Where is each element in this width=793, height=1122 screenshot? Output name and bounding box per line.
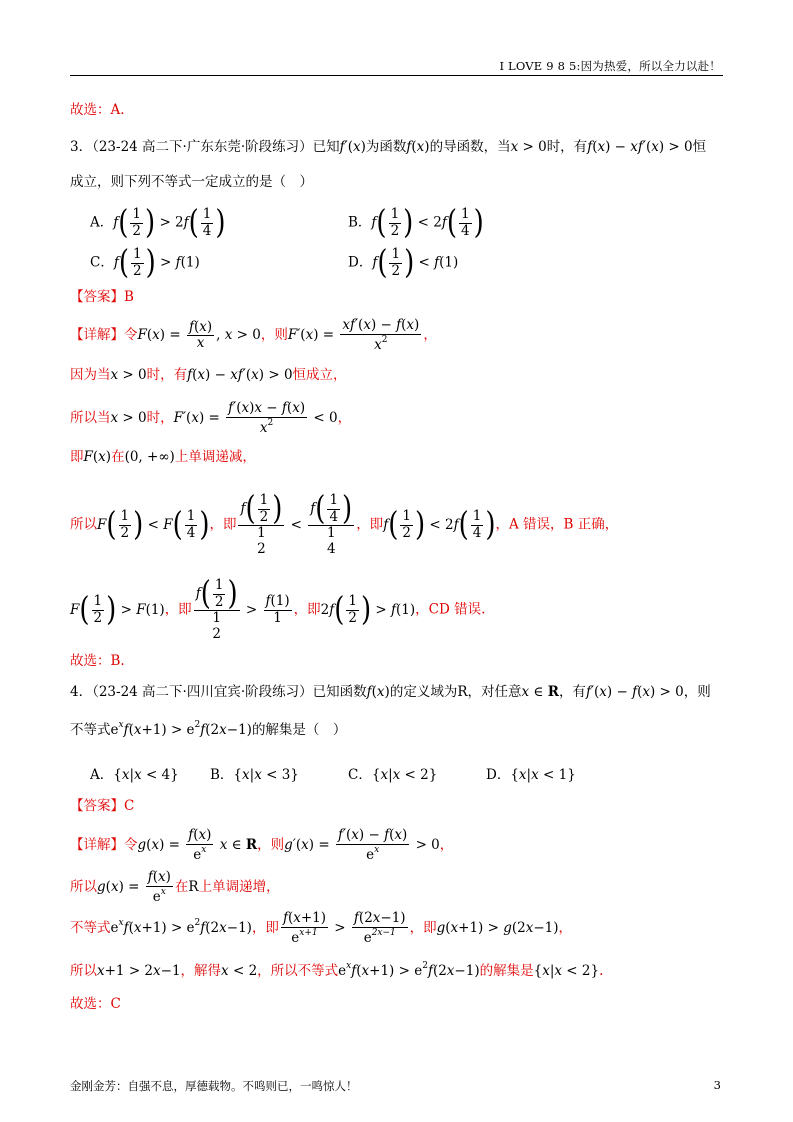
prev-answer: 故选：A. (70, 102, 125, 118)
q3-option-a: A．f( $\frac{1}{2}$ ) > 2f( $\frac{1}{4}$ ) (90, 204, 226, 242)
q3-answer: 【答案】B (70, 289, 134, 305)
q4-option-b: B．{x|x < 3} (210, 767, 299, 783)
q4-option-d: D．{x|x < 1} (486, 767, 576, 783)
q4-stem-line1: 4．（23-24 高二下·四川宜宾·阶段练习）已知函数f(x)的定义域为R，对任意x ∈ R，有f′(x) − f(x) > 0，则 (70, 684, 711, 700)
q4-option-c: C．{x|x < 2} (348, 767, 438, 783)
q3-final: 故选：B. (70, 653, 125, 669)
q3-detail-2: 因为当x > 0时，有f(x) − xf′(x) > 0恒成立， (70, 367, 347, 383)
page-header: I LOVE 9 8 5:因为热爱，所以全力以赴！ (499, 59, 721, 73)
page-footer: 金刚金芳：自强不息，厚德载物。不鸣则已，一鸣惊人！ (70, 1079, 358, 1093)
q4-option-a: A．{x|x < 4} (90, 767, 179, 783)
header-rule (70, 75, 723, 76)
page-number: 3 (713, 1078, 721, 1092)
q3-stem-line2: 成立，则下列不等式一定成立的是（ ） (70, 174, 313, 190)
q3-detail-5: 所以F( $\frac{1}{2}$ ) < F( $\frac{1}{4}$ )，即 f( $\frac{1}{2}$ ) 1 2 < f( $\frac{1}{4}$ ) 1 4 ，即f( $\frac{1}{2}$ ) < 2f( $\frac{1}{4}$ )，A 错误，B 正确， (70, 490, 619, 557)
q3-option-c: C．f( $\frac{1}{2}$ ) > f(1) (90, 244, 200, 282)
q3-detail-1: 【详解】令F(x) = $\frac{f(x)}{x}$ , x > 0，则F′(x) = $\frac{xf'(x) - f(x)}{x^2}$ ， (70, 317, 437, 353)
q4-detail-1: 【详解】令g(x) = $\frac{f(x)}{e^x}$ x ∈ R，则g′(x) = $\frac{f'(x) - f(x)}{e^x}$ > 0， (70, 827, 454, 863)
q4-stem-line2: 不等式$e^xf(x+1) > e^2f(2x-1)$的解集是（ ） (70, 720, 347, 738)
q3-detail-4: 即F(x)在(0, +∞)上单调递减， (70, 449, 256, 465)
q3-detail-3: 所以当x > 0时，F′(x) = $\frac{f'(x)x - f(x)}{x^2}$ < 0， (70, 400, 352, 436)
q4-detail-2: 所以g(x) = $\frac{f(x)}{e^x}$ 在R上单调递增， (70, 869, 280, 905)
q3-detail-6: F( $\frac{1}{2}$ ) > F(1)，即 f( $\frac{1}{2}$ ) 1 2 > $\frac{f(1)}{1}$ ，即2f( $\frac{1}{2}$ ) > f(1)，CD 错误. (70, 575, 486, 642)
q3-option-d: D．f( $\frac{1}{2}$ ) < f(1) (348, 244, 459, 282)
q4-detail-4: 所以x+1 > 2x−1，解得x < 2，所以不等式$e^xf(x+1) > e^2f(2x-1)$的解集是{x|x < 2}. (70, 961, 604, 979)
q4-answer: 【答案】C (70, 798, 135, 814)
q3-stem-line1: 3．（23-24 高二下·广东东莞·阶段练习）已知f′(x)为函数f(x)的导函数，当x > 0时，有f(x) − xf′(x) > 0恒 (70, 139, 707, 155)
q3-option-b: B．f( $\frac{1}{2}$ ) < 2f( $\frac{1}{4}$ ) (348, 204, 484, 242)
q4-detail-3: 不等式$e^xf(x+1) > e^2f(2x-1)$，即 $\frac{f(x+1)}{e^{x+1}}$ > $\frac{f(2x-1)}{e^{2x-1}}$ ，即g(x+1) > g(2x−1)， (70, 910, 573, 946)
q4-final: 故选：C (70, 996, 121, 1012)
